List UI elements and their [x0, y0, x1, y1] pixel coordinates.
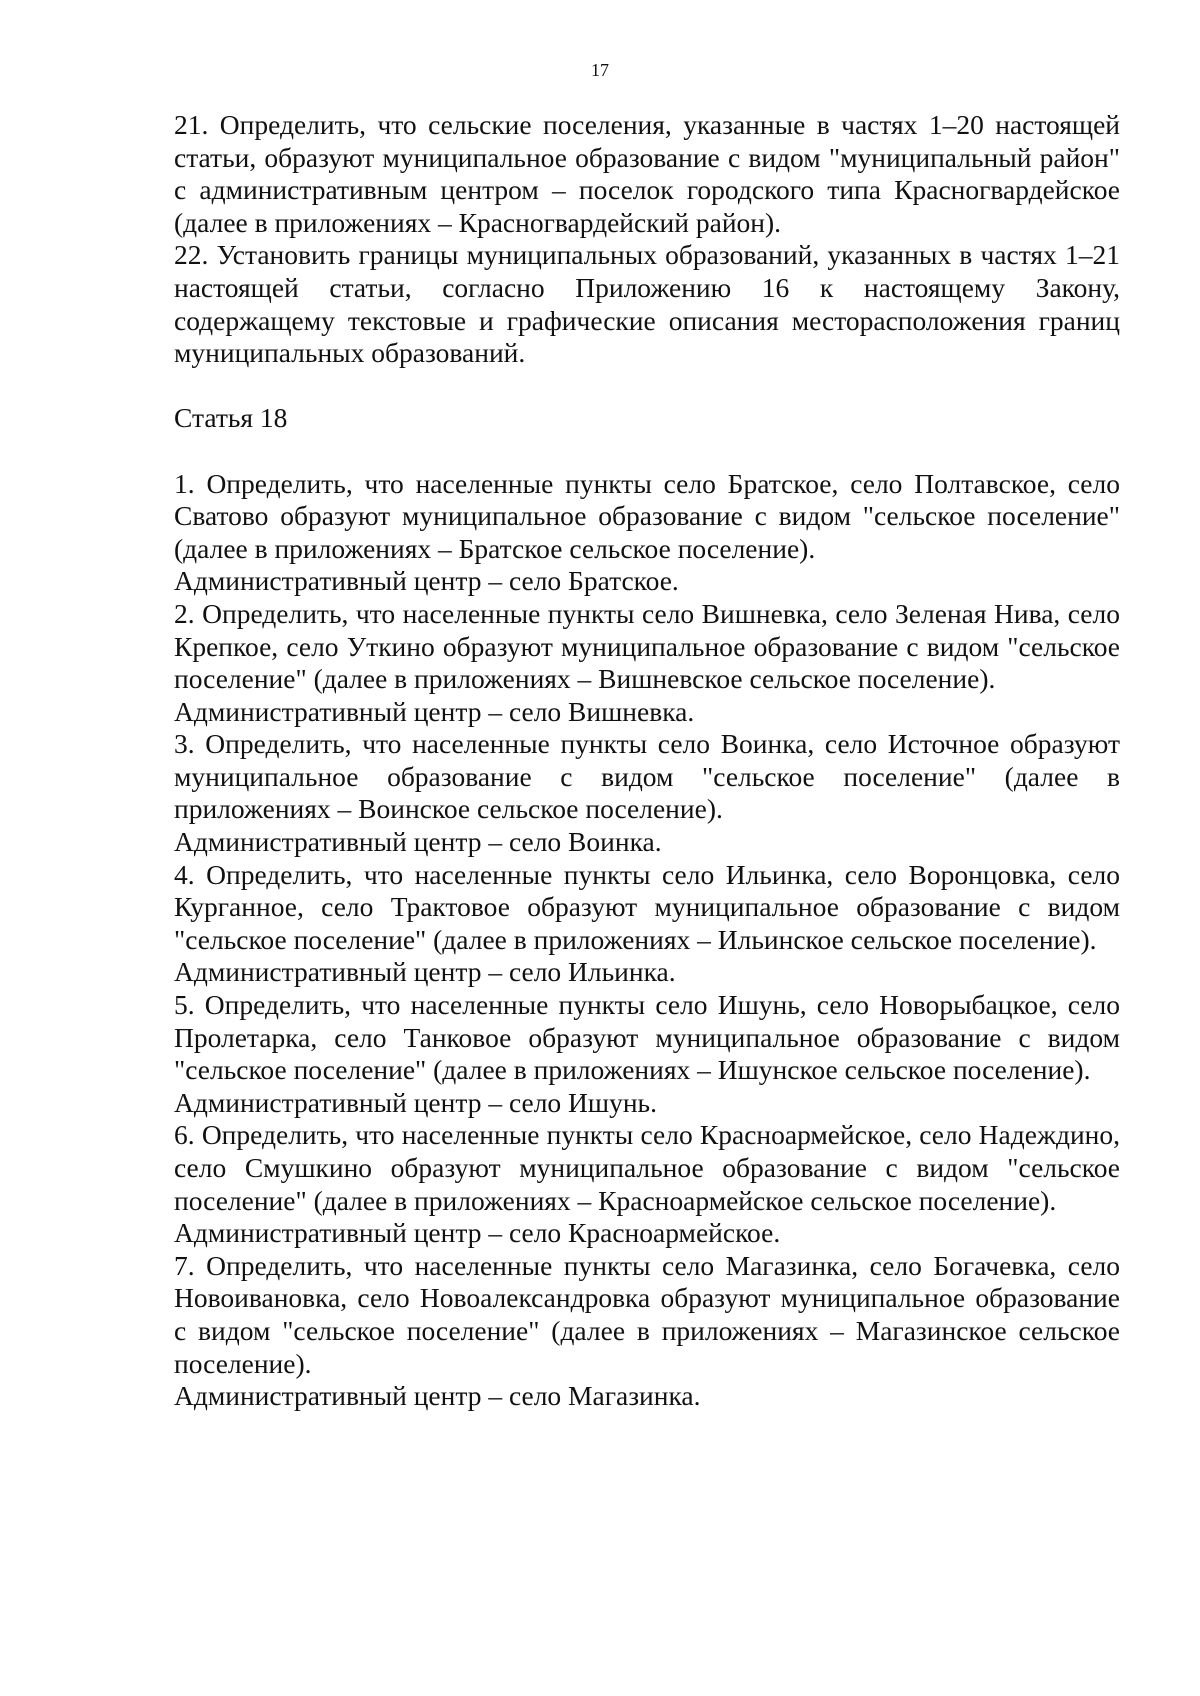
paragraph-21: 21. Определить, что сельские поселения, указанные в частях 1–20 настоящей статьи, образуют муниципальное образование с видом "муниципальный район" с административным центром – поселок городского типа Красногвардейское (далее в приложениях – Красногвардейский район).: [174, 109, 1120, 238]
document-body: [174, 109, 1120, 1413]
article-heading: Статья 18: [174, 402, 288, 434]
article-item-6: 6. Определить, что населенные пункты село Красноармейское, село Надеждино, село Смушкино образуют муниципальное образование с видом "сельское поселение" (далее в приложениях – Красноармейское сельское поселение).: [174, 1119, 1120, 1216]
admin-center-4: Административный центр – село Ильинка.: [174, 956, 676, 988]
article-item-3: 3. Определить, что населенные пункты село Воинка, село Источное образуют муниципальное образование с видом "сельское поселение" (далее в приложениях – Воинское сельское поселение).: [174, 728, 1120, 825]
article-item-1: 1. Определить, что населенные пункты село Братское, село Полтавское, село Сватово образуют муниципальное образование с видом "сельское поселение" (далее в приложениях – Братское сельское поселение).: [174, 467, 1120, 564]
article-item-4: 4. Определить, что населенные пункты село Ильинка, село Воронцовка, село Курганное, село Трактовое образуют муниципальное образование с видом "сельское поселение" (далее в приложениях – Ильинское сельское поселение).: [174, 858, 1120, 955]
article-item-7: 7. Определить, что населенные пункты село Магазинка, село Богачевка, село Новоивановка, село Новоалександровка образуют муниципальное образование с видом "сельское поселение" (далее в приложениях – Магазинское сельское поселение).: [174, 1249, 1120, 1379]
admin-center-2: Административный центр – село Вишневка.: [174, 695, 695, 727]
admin-center-6: Административный центр – село Красноармейское.: [174, 1217, 781, 1249]
page-number: 17: [591, 60, 609, 80]
article-item-2: 2. Определить, что населенные пункты село Вишневка, село Зеленая Нива, село Крепкое, село Уткино образуют муниципальное образование с видом "сельское поселение" (далее в приложениях – Вишневское сельское поселение).: [174, 597, 1120, 695]
article-item-5: 5. Определить, что населенные пункты село Ишунь, село Новорыбацкое, село Пролетарка, село Танковое образуют муниципальное образование с видом "сельское поселение" (далее в приложениях – Ишунское сельское поселение).: [174, 989, 1120, 1086]
admin-center-7: Административный центр – село Магазинка.: [174, 1380, 701, 1412]
paragraph-22: 22. Установить границы муниципальных образований, указанных в частях 1–21 настоящей статьи, согласно Приложению 16 к настоящему Закону, содержащему текстовые и графические описания месторасположения границ муниципальных образований.: [174, 239, 1120, 369]
admin-center-5: Административный центр – село Ишунь.: [174, 1086, 657, 1118]
admin-center-1: Административный центр – село Братское.: [174, 565, 679, 597]
admin-center-3: Административный центр – село Воинка.: [174, 826, 662, 858]
